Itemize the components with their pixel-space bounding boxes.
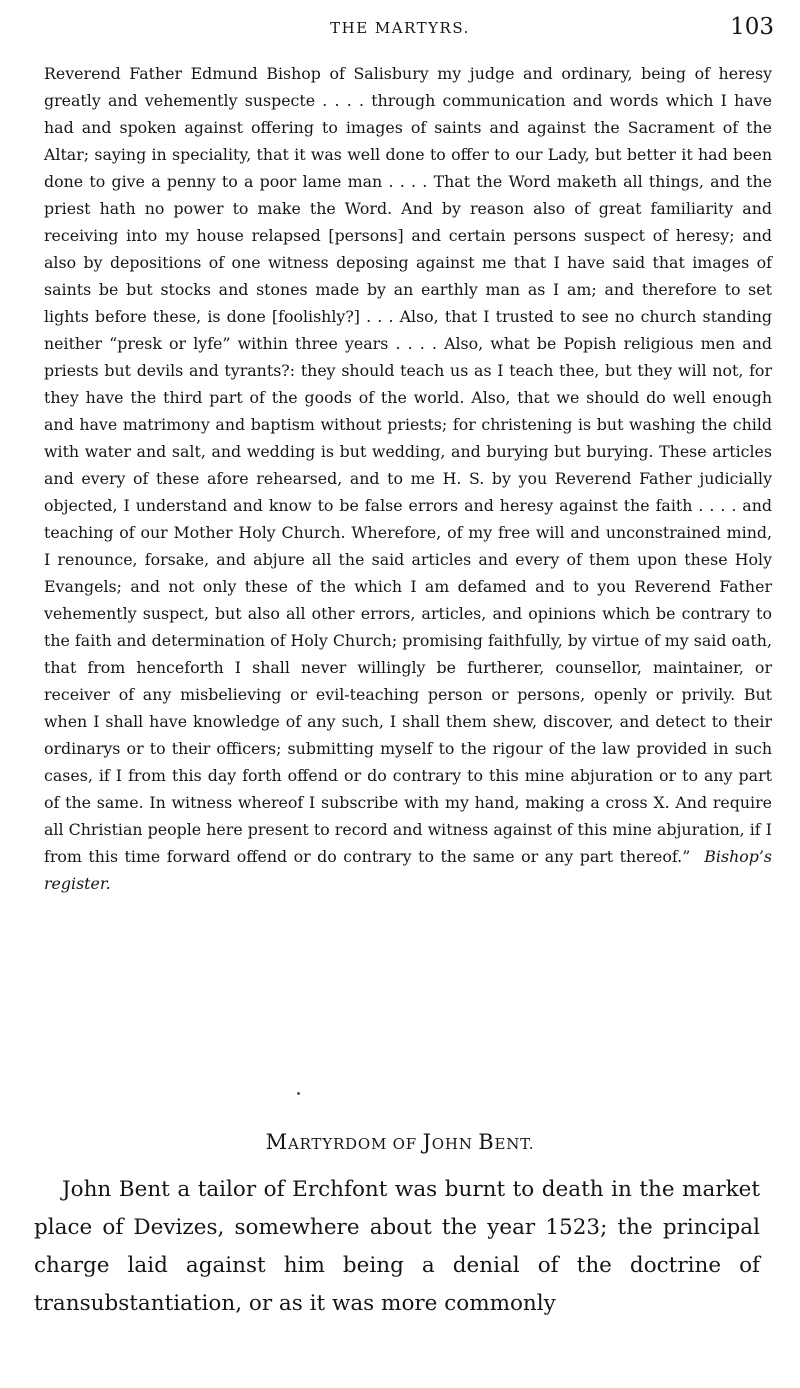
body-paragraph: John Bent a tailor of Erchfont was burnt to death in the market place of Devizes, somewhere about the year 1523; the principal charge laid against him being a denial of the doctrine of transubstantiation, or as it was more commonly [34, 1177, 760, 1316]
stray-mark [297, 1092, 300, 1095]
title-text-1: ARTYRDOM OF [287, 1135, 423, 1153]
title-text-2: OHN [431, 1135, 479, 1153]
quote-paragraph [44, 60, 772, 897]
running-title: THE MARTYRS. [330, 19, 470, 37]
quote-source: Bishop’s register. [44, 847, 772, 893]
section-title [0, 1130, 800, 1154]
title-initial-b: B [478, 1130, 495, 1154]
title-initial-j: J [422, 1130, 432, 1154]
body-text [34, 1171, 760, 1323]
quote-text: Reverend Father Edmund Bishop of Salisbury my judge and ordinary, being of heresy greatly and vehemently suspecte . . . . through communication and words which I have had and spoken against offering to images of saints and against the Sacrament of the Altar; saying in speciality, that it was well done to offer to our Lady, but better it had been done to give a penny to a poor lame man . . . . That the Word maketh all things, and the priest hath no power to make the Word. And by reason also of great familiarity and receiving into my house relapsed [persons] and certain persons suspect of heresy; and also by depositions of one witness deposing against me that I have said that images of saints be but stocks and stones made by an earthly man as I am; and therefore to set lights before these, is done [foolishly?] . . . Also, that I trusted to see no church standing neither “presk or lyfe” within three years . . . . Also, what be Popish religious men and priests but devils and tyrants?: they should teach us as I teach thee, but they will not, for they have the third part of the goods of the world. Also, that we should do well enough and have matrimony and baptism without priests; for christening is but washing the child with water and salt, and wedding is but wedding, and burying but burying. These articles and every of these afore rehearsed, and to me H. S. by you Reverend Father judicially objected, I understand and know to be false errors and heresy against the faith . . . . and teaching of our Mother Holy Church. Wherefore, of my free will and unconstrained mind, I renounce, forsake, and abjure all the said articles and every of them upon these Holy Evangels; and not only these of the which I am defamed and to you Reverend Father vehemently suspect, but also all other errors, articles, and opinions which be contrary to the faith and determination of Holy Church; promising faithfully, by virtue of my said oath, that from henceforth I shall never willingly be furtherer, counsellor, maintainer, or receiver of any misbelieving or evil-teaching person or persons, openly or privily. But when I shall have knowledge of any such, I shall them shew, discover, and detect to their ordinarys or to their officers; submitting myself to the rigour of the law provided in such cases, if I from this day forth offend or do contrary to this mine abjuration or to any part of the same. In witness whereof I subscribe with my hand, making a cross X. And require all Christian people here present to record and witness against of this mine abjuration, if I from this time forward offend or do contrary to the same or any part thereof.” [44, 64, 772, 866]
page-header [0, 14, 800, 48]
page-number: 103 [730, 14, 774, 40]
abjuration-quote [44, 60, 772, 897]
title-text-3: ENT. [494, 1135, 535, 1153]
title-initial-m: M [265, 1130, 288, 1154]
